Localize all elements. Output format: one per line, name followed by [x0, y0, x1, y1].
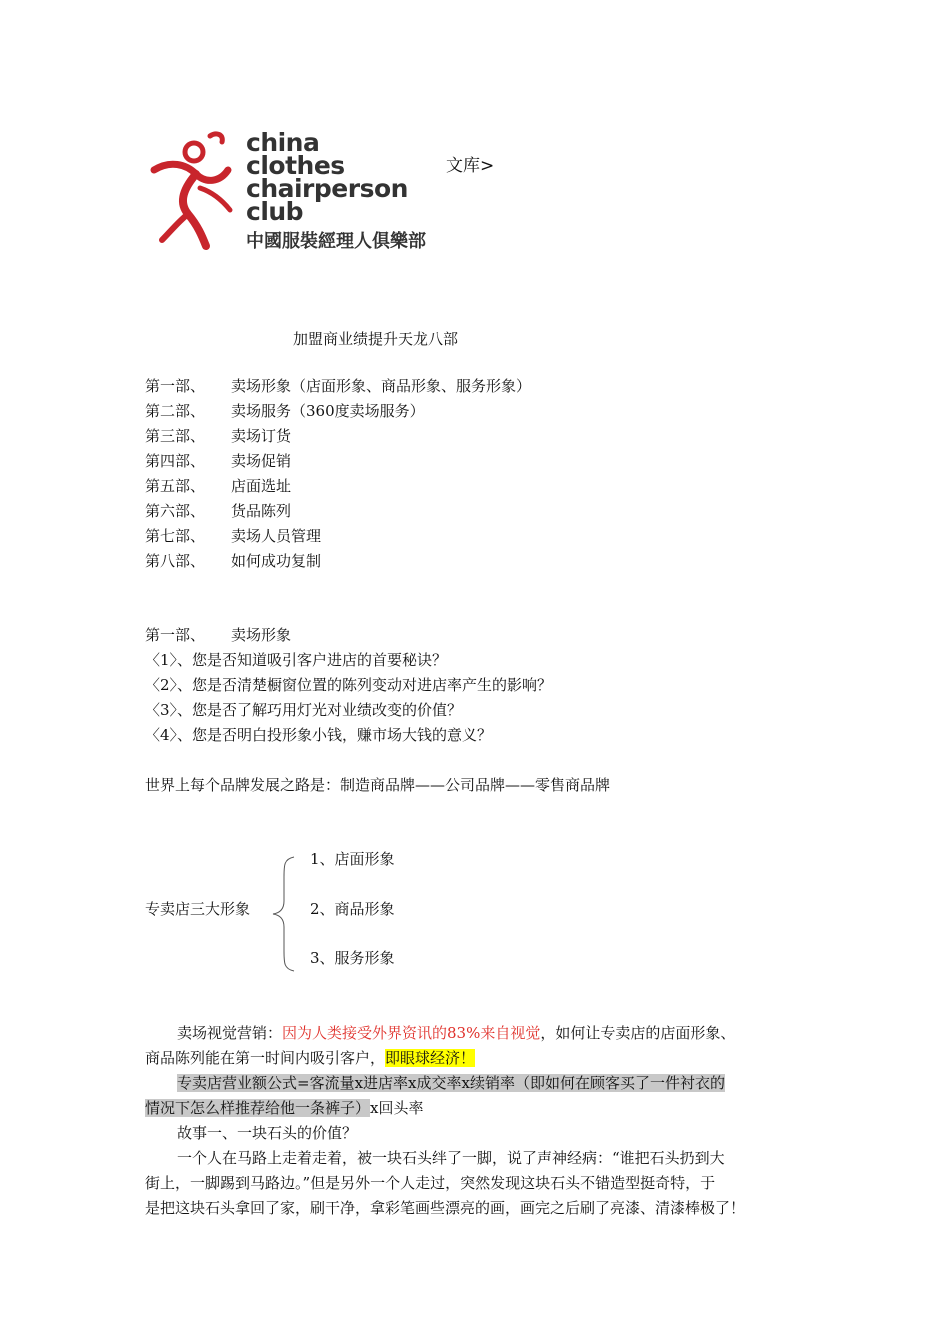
question-item: 〈3〉、您是否了解巧用灯光对业绩改变的价值？ — [145, 701, 463, 719]
toc-number: 第六部、 — [145, 502, 206, 520]
toc-item — [145, 474, 531, 499]
paragraph-line: 一个人在马路上走着走着，被一块石头绊了一脚，说了声神经病：“谁把石头扔到大 — [177, 1149, 725, 1167]
wenku-link[interactable]: 文库> — [446, 156, 495, 176]
curly-brace-icon — [270, 855, 300, 973]
logo-word-1: china — [246, 128, 320, 157]
toc-number: 第三部、 — [145, 427, 206, 445]
toc-item — [145, 424, 531, 449]
running-figure-logo-icon — [148, 130, 244, 255]
story-title: 故事一、一块石头的价值？ — [177, 1124, 358, 1142]
image-item-store: 1、店面形象 — [310, 850, 395, 868]
formula-tail: x回头率 — [370, 1099, 424, 1117]
paragraph-line: 街上，一脚踢到马路边。”但是另外一个人走过，突然发现这块石头不错造型挺奇特，于 — [145, 1174, 716, 1192]
toc-item — [145, 374, 531, 399]
toc-text: 卖场服务（360度卖场服务） — [231, 402, 425, 420]
paragraph-line — [145, 1046, 813, 1071]
three-images-label: 专卖店三大形象 — [145, 900, 251, 918]
red-emphasis-text: 因为人类接受外界资讯的83%来自视觉 — [282, 1024, 541, 1042]
section-one — [145, 623, 552, 748]
section-heading — [145, 623, 552, 648]
document-title: 加盟商业绩提升天龙八部 — [293, 330, 459, 348]
toc-item — [145, 524, 531, 549]
section-title: 卖场形象 — [231, 626, 292, 644]
logo-word-3: chairperson — [246, 174, 408, 203]
sales-formula-paragraph — [145, 1071, 813, 1121]
toc-number: 第四部、 — [145, 452, 206, 470]
paragraph-line — [145, 1096, 813, 1121]
image-item-product: 2、商品形象 — [310, 900, 395, 918]
shaded-formula-text: 情况下怎么样推荐给他一条裤子） — [145, 1099, 371, 1117]
club-logo — [148, 130, 448, 255]
section-number: 第一部、 — [145, 626, 206, 644]
toc-text: 如何成功复制 — [231, 552, 322, 570]
story-paragraph — [145, 1146, 813, 1221]
body-text: 商品陈列能在第一时间内吸引客户， — [145, 1049, 386, 1067]
toc-text: 卖场形象（店面形象、商品形象、服务形象） — [231, 377, 532, 395]
toc-item — [145, 399, 531, 424]
toc-text: 卖场人员管理 — [231, 527, 322, 545]
logo-word-4: club — [246, 197, 304, 226]
toc-text: 店面选址 — [231, 477, 292, 495]
paragraph-line — [145, 1071, 813, 1096]
question-item: 〈2〉、您是否清楚橱窗位置的陈列变动对进店率产生的影响？ — [145, 676, 553, 694]
toc-number: 第二部、 — [145, 402, 206, 420]
question-item: 〈1〉、您是否知道吸引客户进店的首要秘诀？ — [145, 651, 448, 669]
table-of-contents — [145, 374, 531, 574]
toc-number: 第一部、 — [145, 377, 206, 395]
toc-number: 第八部、 — [145, 552, 206, 570]
toc-number: 第七部、 — [145, 527, 206, 545]
logo-word-2: clothes — [246, 151, 345, 180]
shaded-formula-text: 专卖店营业额公式=客流量x进店率x成交率x续销率（即如何在顾客买了一件衬衣的 — [177, 1074, 725, 1092]
toc-item — [145, 499, 531, 524]
logo-chinese-name: 中國服裝經理人俱樂部 — [246, 231, 426, 252]
toc-text: 卖场订货 — [231, 427, 292, 445]
image-item-service: 3、服务形象 — [310, 949, 395, 967]
toc-item — [145, 449, 531, 474]
paragraph-line — [145, 1021, 813, 1046]
question-item: 〈4〉、您是否明白投形象小钱，赚市场大钱的意义？ — [145, 726, 493, 744]
lead-text: 卖场视觉营销： — [177, 1024, 283, 1042]
highlighted-text: 即眼球经济！ — [385, 1049, 476, 1067]
toc-item — [145, 549, 531, 574]
body-text: ，如何让专卖店的店面形象、 — [540, 1024, 736, 1042]
visual-marketing-paragraph — [145, 1021, 813, 1071]
paragraph-line: 是把这块石头拿回了家，刷干净，拿彩笔画些漂亮的画，画完之后刷了亮漆、清漆棒极了！ — [145, 1199, 746, 1217]
toc-text: 货品陈列 — [231, 502, 292, 520]
toc-text: 卖场促销 — [231, 452, 292, 470]
brand-development-path: 世界上每个品牌发展之路是：制造商品牌——公司品牌——零售商品牌 — [145, 776, 611, 794]
toc-number: 第五部、 — [145, 477, 206, 495]
